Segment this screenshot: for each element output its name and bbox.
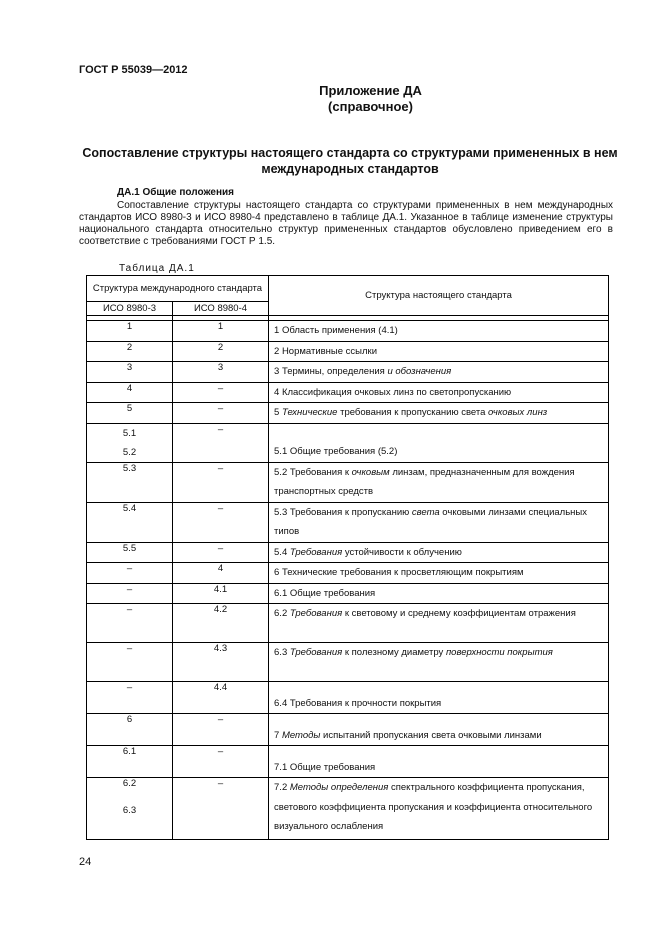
cell-national: 5.1 Общие требования (5.2) [269, 423, 609, 462]
table-row [87, 362, 609, 383]
cell-iso-3: 1 [87, 321, 173, 342]
subsection-paragraph: Сопоставление структуры настоящего стандарта со структурами примененных в нем международных стандартов ИСО 8980-3 и ИСО 8980-4 представлено в таблице ДА.1. Указанное в таблице изменение структуры национального стандарта относительно структур примененных стандартов обусловлено приведением его в соответствие с требованиями ГОСТ Р 1.5. [79, 200, 613, 247]
table-caption: Таблица ДА.1 [119, 263, 195, 274]
document-code: ГОСТ Р 55039—2012 [79, 64, 188, 76]
structure-comparison-table [86, 275, 609, 840]
cell-iso-3: 6.1 [87, 746, 173, 778]
cell-iso-4: 4.2 [173, 604, 269, 643]
cell-iso-3: 6 [87, 714, 173, 746]
cell-national: 6 Технические требования к просветляющим покрытиям [269, 563, 609, 584]
table-row [87, 746, 609, 778]
appendix-title: Приложение ДА [319, 83, 422, 98]
table-row [87, 423, 609, 462]
cell-iso-4: – [173, 542, 269, 563]
table-row [87, 563, 609, 584]
cell-iso-3: 3 [87, 362, 173, 383]
table-row [87, 643, 609, 682]
cell-national: 5 Технические требования к пропусканию света очковых линз [269, 403, 609, 424]
appendix-subtitle: (справочное) [328, 99, 413, 114]
table-row [87, 341, 609, 362]
header-national-structure: Структура настоящего стандарта [269, 276, 609, 316]
cell-national: 6.3 Требования к полезному диаметру поверхности покрытия [269, 643, 609, 682]
header-international-structure: Структура международного стандарта [87, 276, 269, 302]
cell-national: 5.2 Требования к очковым линзам, предназначенным для вождения транспортных средств [269, 462, 609, 502]
cell-national: 5.3 Требования к пропусканию света очковыми линзами специальных типов [269, 502, 609, 542]
cell-national: 2 Нормативные ссылки [269, 341, 609, 362]
cell-iso-3: – [87, 563, 173, 584]
table-row [87, 583, 609, 604]
cell-iso-3: – [87, 604, 173, 643]
table-row [87, 714, 609, 746]
cell-national: 6.4 Требования к прочности покрытия [269, 682, 609, 714]
cell-iso-3: 5.1 5.2 [87, 423, 173, 462]
table-row [87, 542, 609, 563]
table-row [87, 403, 609, 424]
section-heading: Сопоставление структуры настоящего стандарта со структурами примененных в нем международных стандартов [82, 146, 618, 176]
cell-iso-3: 5.4 [87, 502, 173, 542]
page-number: 24 [79, 856, 92, 868]
cell-iso-3: 6.2 6.3 [87, 778, 173, 840]
cell-iso-4: 4.4 [173, 682, 269, 714]
cell-national: 3 Термины, определения и обозначения [269, 362, 609, 383]
cell-iso-4: 1 [173, 321, 269, 342]
cell-national: 1 Область применения (4.1) [269, 321, 609, 342]
cell-national: 7.1 Общие требования [269, 746, 609, 778]
cell-iso-4: – [173, 714, 269, 746]
cell-iso-3: 5 [87, 403, 173, 424]
cell-iso-4: 4.1 [173, 583, 269, 604]
table-row [87, 321, 609, 342]
cell-national: 5.4 Требования устойчивости к облучению [269, 542, 609, 563]
cell-national: 7 Методы испытаний пропускания света очковыми линзами [269, 714, 609, 746]
cell-iso-3: – [87, 682, 173, 714]
table-row [87, 462, 609, 502]
cell-iso-4: – [173, 502, 269, 542]
table-row [87, 502, 609, 542]
cell-national: 7.2 Методы определения спектрального коэффициента пропускания, светового коэффициента пропускания и коэффициента относительного визуального ослабления [269, 778, 609, 840]
table-row [87, 778, 609, 840]
cell-iso-3: – [87, 643, 173, 682]
cell-national: 6.2 Требования к световому и среднему коэффициентам отражения [269, 604, 609, 643]
table-row [87, 382, 609, 403]
subsection-heading: ДА.1 Общие положения [117, 187, 234, 198]
header-iso-8980-4: ИСО 8980-4 [173, 302, 269, 316]
cell-national: 4 Классификация очковых линз по светопропусканию [269, 382, 609, 403]
cell-iso-4: 4 [173, 563, 269, 584]
table-row [87, 682, 609, 714]
table-row [87, 604, 609, 643]
cell-iso-4: – [173, 382, 269, 403]
header-iso-8980-3: ИСО 8980-3 [87, 302, 173, 316]
cell-iso-3: 5.3 [87, 462, 173, 502]
cell-iso-4: – [173, 462, 269, 502]
cell-iso-3: 4 [87, 382, 173, 403]
cell-iso-3: 2 [87, 341, 173, 362]
cell-iso-4: – [173, 423, 269, 462]
cell-iso-4: – [173, 778, 269, 840]
cell-iso-4: 4.3 [173, 643, 269, 682]
cell-iso-4: – [173, 746, 269, 778]
cell-iso-4: 3 [173, 362, 269, 383]
cell-iso-4: 2 [173, 341, 269, 362]
cell-iso-3: – [87, 583, 173, 604]
cell-iso-3: 5.5 [87, 542, 173, 563]
cell-iso-4: – [173, 403, 269, 424]
cell-national: 6.1 Общие требования [269, 583, 609, 604]
